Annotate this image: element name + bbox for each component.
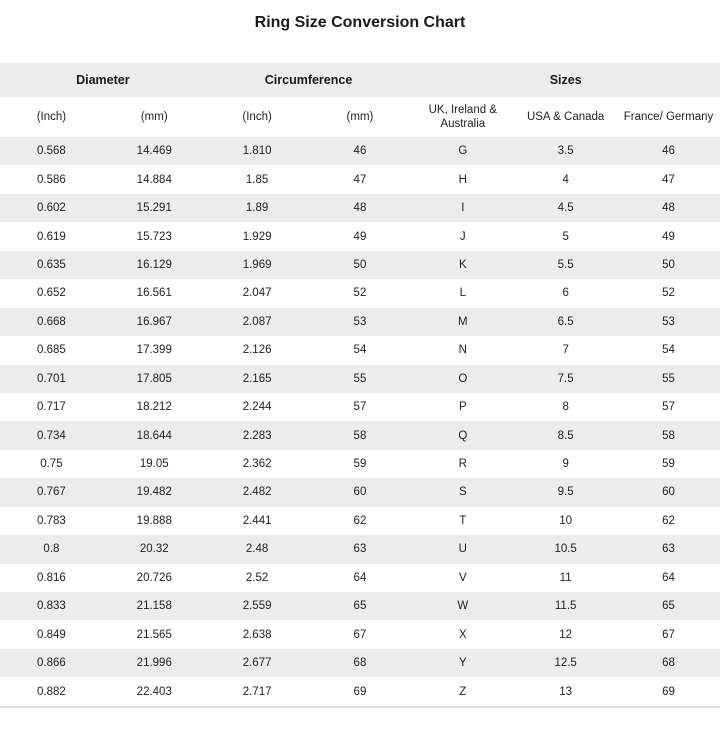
- table-cell: 0.849: [37, 628, 66, 641]
- table-cell: 63: [353, 543, 367, 556]
- table-cell: 19.05: [139, 458, 169, 471]
- table-cell: 59: [353, 458, 367, 471]
- table-cell: 63: [662, 543, 675, 556]
- table-cell: Y: [458, 657, 467, 670]
- table-cell: 17.399: [136, 344, 172, 357]
- table-cell: 15.291: [136, 202, 172, 215]
- table-cell: 11: [559, 571, 572, 584]
- table-row: [0, 336, 720, 364]
- table-cell: 60: [353, 486, 367, 499]
- table-row: [0, 365, 720, 393]
- table-cell: 9.5: [557, 486, 574, 499]
- table-cell: 2.087: [242, 315, 272, 328]
- table-cell: 16.129: [136, 258, 172, 271]
- table-cell: 20.32: [139, 543, 169, 556]
- table-cell: 2.441: [242, 514, 272, 527]
- table-cell: 64: [353, 571, 367, 584]
- table-cell: 1.969: [242, 258, 272, 271]
- group-header-circumference: Circumference: [206, 63, 412, 97]
- table-cell: 0.734: [37, 429, 66, 442]
- table-cell: 0.701: [37, 372, 66, 385]
- table-cell: 53: [662, 315, 675, 328]
- column-header-diameter-mm: (mm): [103, 97, 206, 137]
- table-cell: 2.48: [245, 543, 269, 556]
- table-cell: 54: [662, 344, 675, 357]
- table-cell: V: [458, 571, 467, 584]
- table-cell: 2.165: [242, 372, 272, 385]
- table-cell: 55: [662, 372, 675, 385]
- column-header-usa-canada: USA & Canada: [514, 97, 617, 137]
- table-cell: 13: [559, 685, 573, 698]
- table-cell: 52: [353, 287, 367, 300]
- table-cell: 17.805: [136, 372, 172, 385]
- table-cell: 59: [662, 458, 675, 471]
- table-cell: 2.677: [242, 657, 272, 670]
- table-cell: 4.5: [557, 202, 574, 215]
- table-row: [0, 308, 720, 336]
- table-cell: 2.52: [245, 571, 269, 584]
- table-cell: 21.996: [136, 657, 172, 670]
- table-cell: 49: [353, 230, 367, 243]
- table-row: [0, 251, 720, 279]
- table-cell: G: [458, 145, 468, 158]
- table-cell: 2.283: [242, 429, 272, 442]
- table-row: [0, 421, 720, 449]
- table-row: [0, 478, 720, 506]
- table-cell: 60: [662, 486, 675, 499]
- table-cell: 2.047: [242, 287, 272, 300]
- table-cell: 50: [662, 258, 675, 271]
- table-cell: 68: [353, 657, 367, 670]
- table-cell: 6.5: [557, 315, 574, 328]
- table-cell: N: [458, 344, 467, 357]
- table-row: [0, 279, 720, 307]
- table-cell: 0.75: [40, 458, 63, 471]
- table-cell: L: [459, 287, 466, 300]
- table-cell: 3.5: [557, 145, 574, 158]
- table-cell: 0.586: [37, 173, 66, 186]
- table-cell: 53: [353, 315, 367, 328]
- table-row: [0, 393, 720, 421]
- table-cell: 8: [562, 401, 569, 414]
- table-cell: 0.685: [37, 344, 66, 357]
- table-cell: 7: [562, 344, 569, 357]
- table-cell: Z: [459, 685, 467, 698]
- table-cell: 2.638: [242, 628, 272, 641]
- table-row: [0, 222, 720, 250]
- table-row: [0, 677, 720, 706]
- table-cell: 67: [353, 628, 367, 641]
- table-cell: 19.888: [136, 514, 172, 527]
- table-row: [0, 564, 720, 592]
- table-cell: 69: [662, 685, 675, 698]
- table-cell: 12: [559, 628, 573, 641]
- table-cell: 20.726: [136, 571, 172, 584]
- table-cell: 8.5: [557, 429, 574, 442]
- table-cell: 22.403: [136, 685, 172, 698]
- table-cell: 2.244: [242, 401, 272, 414]
- table-cell: 0.866: [37, 657, 66, 670]
- table-cell: 4: [562, 173, 569, 186]
- table-cell: 11.5: [554, 600, 577, 613]
- ring-size-conversion-table: [0, 63, 720, 708]
- table-cell: P: [458, 401, 467, 414]
- table-cell: 18.212: [136, 401, 172, 414]
- table-cell: 57: [353, 401, 367, 414]
- table-cell: M: [458, 315, 468, 328]
- table-cell: 12.5: [554, 657, 577, 670]
- table-cell: 1.85: [245, 173, 269, 186]
- table-cell: 0.652: [37, 287, 66, 300]
- table-cell: 0.783: [37, 514, 66, 527]
- table-cell: 1.89: [245, 202, 269, 215]
- page-title: Ring Size Conversion Chart: [254, 14, 466, 31]
- table-cell: 5.5: [557, 258, 574, 271]
- table-cell: 62: [353, 514, 367, 527]
- table-cell: 21.158: [136, 600, 172, 613]
- table-cell: 2.559: [242, 600, 272, 613]
- table-cell: 48: [662, 202, 675, 215]
- table-row: [0, 194, 720, 222]
- table-cell: 9: [562, 458, 569, 471]
- table-cell: 50: [353, 258, 367, 271]
- column-header-diameter-inch: (Inch): [0, 97, 103, 137]
- table-cell: 1.810: [242, 145, 272, 158]
- column-header-circumference-inch: (Inch): [206, 97, 309, 137]
- table-cell: 2.717: [242, 685, 272, 698]
- table-cell: K: [458, 258, 467, 271]
- table-cell: 54: [353, 344, 367, 357]
- table-cell: 68: [662, 657, 675, 670]
- table-cell: 0.717: [37, 401, 66, 414]
- column-header-row: [0, 97, 720, 137]
- table-row: [0, 649, 720, 677]
- table-cell: 0.882: [37, 685, 66, 698]
- column-header-uk-ireland-australia: [411, 97, 514, 137]
- table-cell: 21.565: [136, 628, 172, 641]
- table-cell: 16.967: [136, 315, 172, 328]
- table-cell: 65: [353, 600, 367, 613]
- table-cell: 7.5: [557, 372, 574, 385]
- table-cell: 57: [662, 401, 675, 414]
- table-body: [0, 137, 720, 707]
- table-cell: 2.362: [242, 458, 272, 471]
- table-cell: 1.929: [242, 230, 272, 243]
- table-cell: 62: [662, 514, 675, 527]
- table-cell: U: [458, 543, 467, 556]
- table-cell: Q: [458, 429, 468, 442]
- table-cell: 2.482: [242, 486, 272, 499]
- table-cell: X: [458, 628, 467, 641]
- table-cell: 0.833: [37, 600, 66, 613]
- table-row: [0, 535, 720, 563]
- table-cell: 14.469: [136, 145, 172, 158]
- table-cell: 16.561: [136, 287, 172, 300]
- table-cell: 0.816: [37, 571, 66, 584]
- table-cell: 0.602: [37, 202, 66, 215]
- table-cell: 14.884: [136, 173, 172, 186]
- table-cell: 67: [662, 628, 675, 641]
- table-cell: W: [457, 600, 469, 613]
- table-cell: H: [458, 173, 467, 186]
- column-header-france-germany: France/ Germany: [617, 97, 720, 137]
- table-cell: 2.126: [242, 344, 272, 357]
- table-cell: 58: [662, 429, 675, 442]
- column-header-uk-label: UK, Ireland & Australia: [428, 103, 497, 130]
- table-row: [0, 450, 720, 478]
- table-cell: 0.619: [37, 230, 66, 243]
- table-cell: 0.668: [37, 315, 66, 328]
- table-cell: 55: [353, 372, 367, 385]
- table-cell: 10: [559, 514, 573, 527]
- table-cell: 15.723: [136, 230, 172, 243]
- table-cell: 10.5: [554, 543, 577, 556]
- table-cell: R: [458, 458, 467, 471]
- table-row: [0, 165, 720, 193]
- table-cell: S: [458, 486, 467, 499]
- table-cell: 6: [562, 287, 569, 300]
- table-cell: 65: [662, 600, 675, 613]
- table-cell: 0.8: [43, 543, 60, 556]
- table-cell: 0.568: [37, 145, 66, 158]
- table-cell: 18.644: [136, 429, 172, 442]
- column-header-circumference-mm: (mm): [309, 97, 412, 137]
- table-cell: 46: [353, 145, 367, 158]
- table-cell: 47: [353, 173, 367, 186]
- table-cell: O: [458, 372, 468, 385]
- table-cell: I: [461, 202, 465, 215]
- group-header-row: [0, 63, 720, 97]
- table-cell: 47: [662, 173, 675, 186]
- table-cell: 69: [353, 685, 367, 698]
- table-cell: 0.635: [37, 258, 66, 271]
- table-cell: 58: [353, 429, 367, 442]
- table-cell: 52: [662, 287, 675, 300]
- group-header-diameter: Diameter: [0, 63, 206, 97]
- group-header-sizes: Sizes: [411, 63, 720, 97]
- table-cell: T: [459, 514, 467, 527]
- table-cell: 19.482: [136, 486, 172, 499]
- table-row: [0, 507, 720, 535]
- table-cell: 64: [662, 571, 675, 584]
- table-cell: 5: [562, 230, 569, 243]
- table-cell: 48: [353, 202, 367, 215]
- table-cell: 46: [662, 145, 675, 158]
- table-row: [0, 620, 720, 648]
- table-cell: J: [459, 230, 466, 243]
- table-cell: 0.767: [37, 486, 66, 499]
- table-row: [0, 592, 720, 620]
- table-row: [0, 137, 720, 165]
- table-cell: 49: [662, 230, 675, 243]
